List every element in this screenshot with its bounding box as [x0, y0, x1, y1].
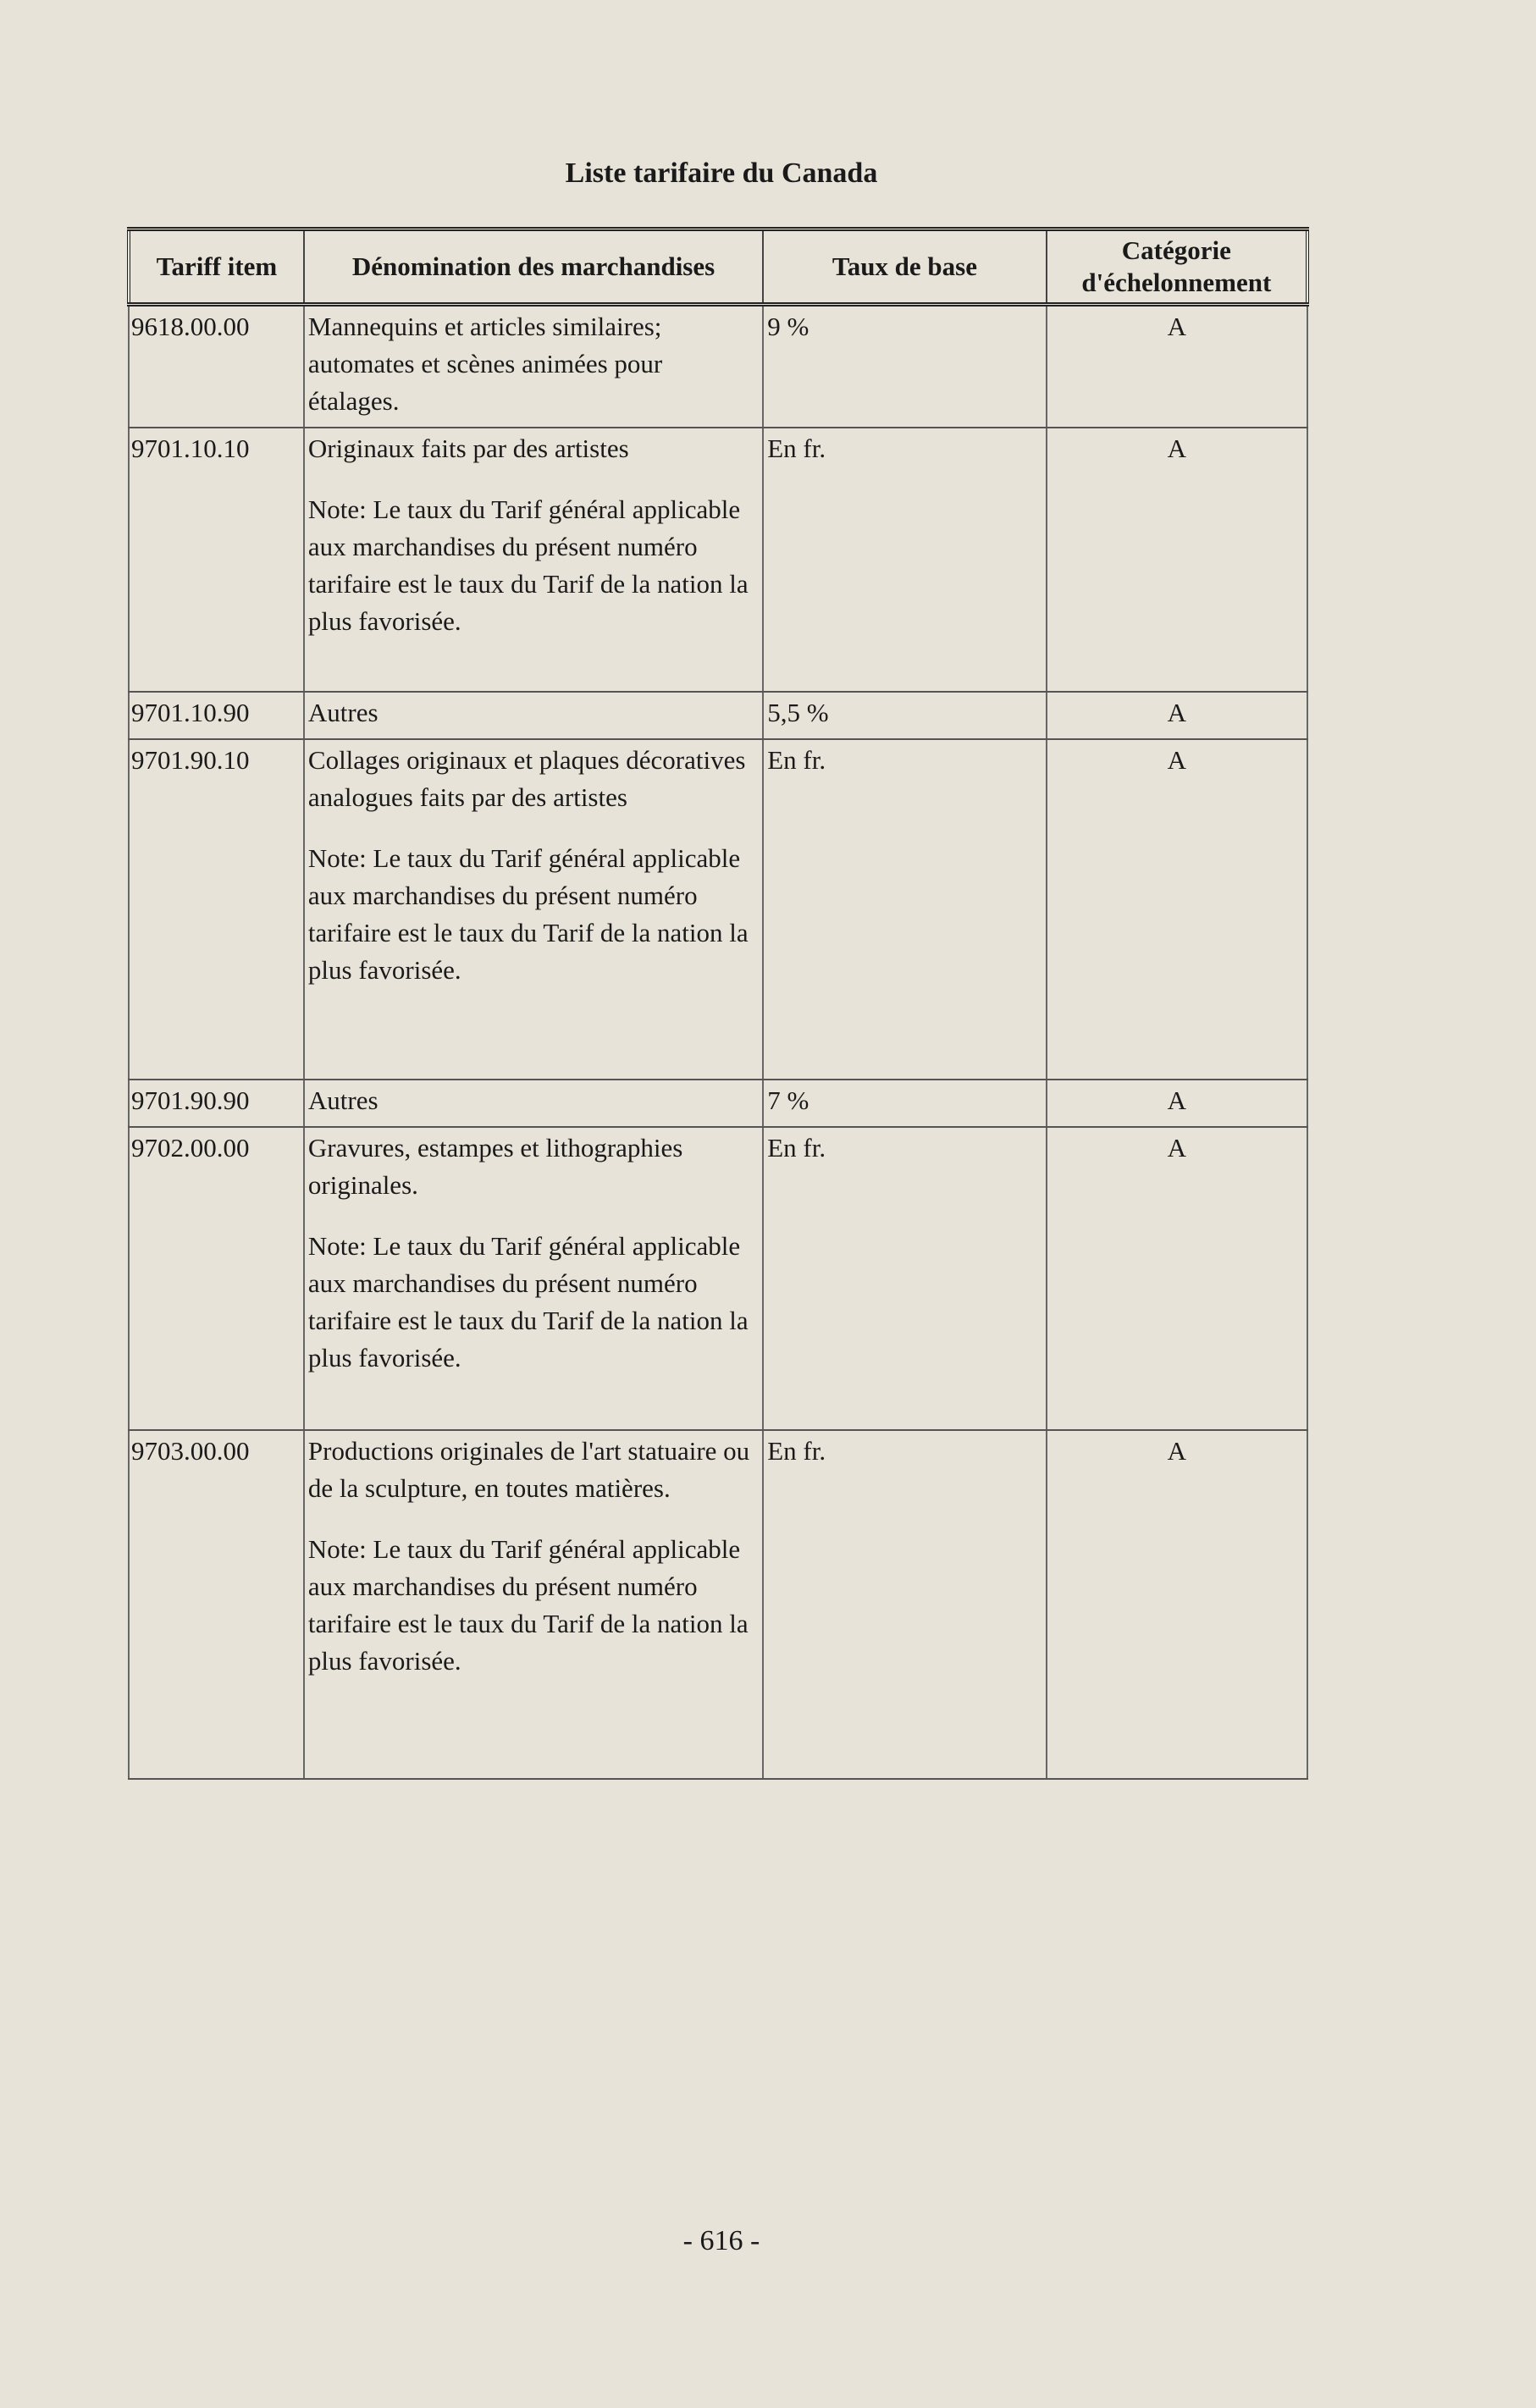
description-cell	[304, 1127, 763, 1430]
tariff-code: 9618.00.00	[129, 305, 304, 428]
description-cell	[304, 1080, 763, 1127]
rate-cell: 9 %	[763, 305, 1046, 428]
table-row	[129, 739, 1307, 1080]
tariff-code: 9702.00.00	[129, 1127, 304, 1430]
description-note: Note: Le taux du Tarif général applicable aux marchandises du présent numéro tarifaire est le taux du Tarif de la nation la plus favorisée.	[307, 1534, 749, 1676]
header-description: Dénomination des marchandises	[304, 229, 763, 305]
table-row	[129, 1127, 1307, 1430]
description-cell	[304, 428, 763, 692]
description-text: Gravures, estampes et lithographies originales.	[307, 1133, 683, 1200]
table-row	[129, 1430, 1307, 1779]
table-row	[129, 692, 1307, 739]
header-category-line2: d'échelonnement	[1081, 268, 1272, 297]
category-cell: A	[1047, 692, 1307, 739]
description-text: Productions originales de l'art statuaire ou de la sculpture, en toutes matières.	[307, 1436, 750, 1503]
description-note: Note: Le taux du Tarif général applicable aux marchandises du présent numéro tarifaire est le taux du Tarif de la nation la plus favorisée.	[307, 1231, 749, 1372]
rate-cell: En fr.	[763, 739, 1046, 1080]
header-base-rate: Taux de base	[763, 229, 1046, 305]
header-row	[129, 229, 1307, 305]
category-cell: A	[1047, 1127, 1307, 1430]
table-row	[129, 305, 1307, 428]
category-cell: A	[1047, 1080, 1307, 1127]
page-number: - 616 -	[682, 2225, 760, 2256]
page-title: Liste tarifaire du Canada	[565, 157, 878, 189]
header-tariff-item: Tariff item	[129, 229, 304, 305]
description-note: Note: Le taux du Tarif général applicable aux marchandises du présent numéro tarifaire est le taux du Tarif de la nation la plus favorisée.	[307, 843, 749, 985]
category-cell: A	[1047, 305, 1307, 428]
category-cell: A	[1047, 739, 1307, 1080]
description-text: Autres	[307, 698, 378, 727]
rate-cell: En fr.	[763, 1127, 1046, 1430]
tariff-table	[127, 227, 1309, 1780]
rate-cell: En fr.	[763, 428, 1046, 692]
table-row	[129, 1080, 1307, 1127]
description-cell	[304, 1430, 763, 1779]
rate-cell: 5,5 %	[763, 692, 1046, 739]
rate-cell: 7 %	[763, 1080, 1046, 1127]
header-category	[1047, 229, 1307, 305]
description-cell	[304, 305, 763, 428]
rate-cell: En fr.	[763, 1430, 1046, 1779]
tariff-code: 9701.10.10	[129, 428, 304, 692]
description-text: Autres	[307, 1085, 378, 1115]
description-cell	[304, 739, 763, 1080]
category-cell: A	[1047, 428, 1307, 692]
description-text: Collages originaux et plaques décoratives analogues faits par des artistes	[307, 745, 746, 812]
table-row	[129, 428, 1307, 692]
description-text: Originaux faits par des artistes	[307, 434, 629, 463]
description-note: Note: Le taux du Tarif général applicable aux marchandises du présent numéro tarifaire est le taux du Tarif de la nation la plus favorisée.	[307, 494, 749, 636]
header-category-line1: Catégorie	[1121, 235, 1231, 265]
category-cell: A	[1047, 1430, 1307, 1779]
tariff-code: 9703.00.00	[129, 1430, 304, 1779]
description-cell	[304, 692, 763, 739]
tariff-code: 9701.90.90	[129, 1080, 304, 1127]
description-text: Mannequins et articles similaires; automates et scènes animées pour étalages.	[307, 312, 663, 416]
tariff-code: 9701.90.10	[129, 739, 304, 1080]
tariff-code: 9701.10.90	[129, 692, 304, 739]
